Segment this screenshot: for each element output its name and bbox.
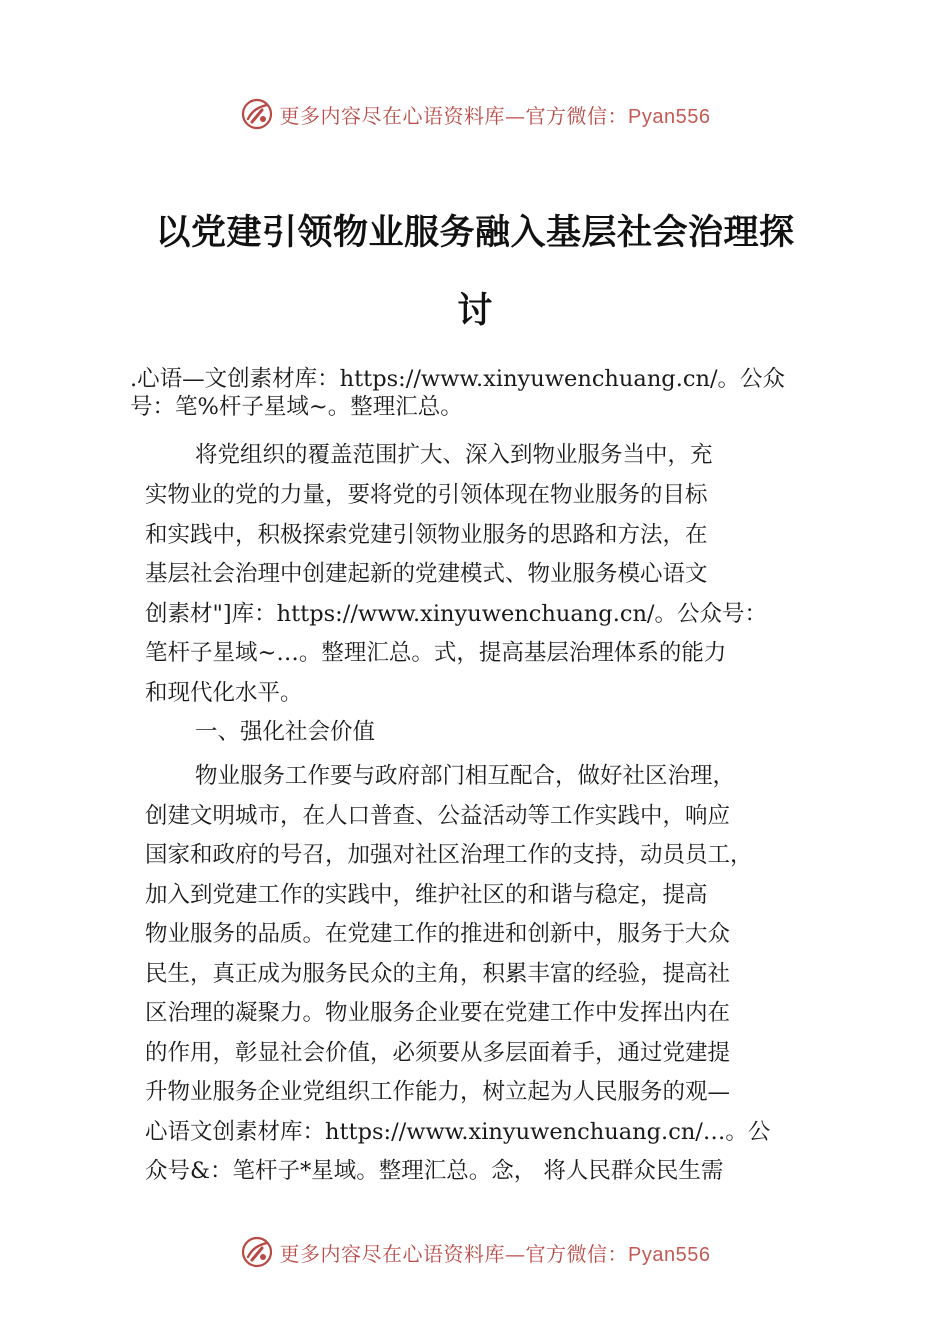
paragraph-line: 创建文明城市，在人口普查、公益活动等工作实践中，响应 bbox=[145, 803, 731, 829]
document-title-line-2: 讨 bbox=[457, 291, 493, 331]
banner-text: 更多内容尽在心语资料库—官方微信：Pyan556 bbox=[279, 103, 711, 128]
banner-text: 更多内容尽在心语资料库—官方微信：Pyan556 bbox=[279, 1241, 711, 1266]
source-note-line: 号：笔%杆子星域~。整理汇总。 bbox=[130, 394, 463, 420]
brand-logo-icon bbox=[240, 97, 274, 131]
brand-logo-icon bbox=[240, 1235, 274, 1269]
header-banner bbox=[0, 94, 950, 134]
paragraph-line: 升物业服务企业党组织工作能力，树立起为人民服务的观— bbox=[145, 1079, 731, 1105]
source-note-line: .心语—文创素材库：https://www.xinyuwenchuang.cn/。公众 bbox=[130, 366, 786, 392]
paragraph-line: 加入到党建工作的实践中，维护社区的和谐与稳定，提高 bbox=[145, 882, 708, 908]
paragraph-line: 物业服务工作要与政府部门相互配合，做好社区治理， bbox=[195, 763, 736, 789]
paragraph-line: 区治理的凝聚力。物业服务企业要在党建工作中发挥出内在 bbox=[145, 1000, 731, 1026]
wechat-id: Pyan556 bbox=[628, 105, 711, 128]
paragraph-line: 物业服务的品质。在党建工作的推进和创新中，服务于大众 bbox=[145, 921, 731, 947]
document-title-line-1: 以党建引领物业服务融入基层社会治理探 bbox=[155, 213, 795, 253]
paragraph-line: 基层社会治理中创建起新的党建模式、物业服务模心语文 bbox=[145, 561, 708, 587]
paragraph-line: 实物业的党的力量，要将党的引领体现在物业服务的目标 bbox=[145, 482, 708, 508]
paragraph-line: 民生，真正成为服务民众的主角，积累丰富的经验，提高社 bbox=[145, 961, 731, 987]
paragraph-line: 和实践中，积极探索党建引领物业服务的思路和方法，在 bbox=[145, 522, 708, 548]
paragraph-line: 的作用，彰显社会价值，必须要从多层面着手，通过党建提 bbox=[145, 1040, 731, 1066]
section-1-heading: 一、强化社会价值 bbox=[195, 719, 376, 745]
paragraph-line: 和现代化水平。 bbox=[145, 680, 303, 706]
paragraph-line: 创素材"]库：https://www.xinyuwenchuang.cn/。公众号： bbox=[145, 601, 768, 627]
paragraph-line: 将党组织的覆盖范围扩大、深入到物业服务当中，充 bbox=[195, 442, 713, 468]
paragraph-line: 国家和政府的号召，加强对社区治理工作的支持，动员员工， bbox=[145, 842, 753, 868]
paragraph-line: 笔杆子星域~…。整理汇总。式，提高基层治理体系的能力 bbox=[145, 640, 727, 666]
footer-banner bbox=[0, 1232, 950, 1272]
paragraph-line: 众号&：笔杆子*星域。整理汇总。念， 将人民群众民生需 bbox=[145, 1158, 724, 1184]
wechat-id: Pyan556 bbox=[628, 1243, 711, 1266]
paragraph-line: 心语文创素材库：https://www.xinyuwenchuang.cn/…。公 bbox=[145, 1119, 771, 1145]
